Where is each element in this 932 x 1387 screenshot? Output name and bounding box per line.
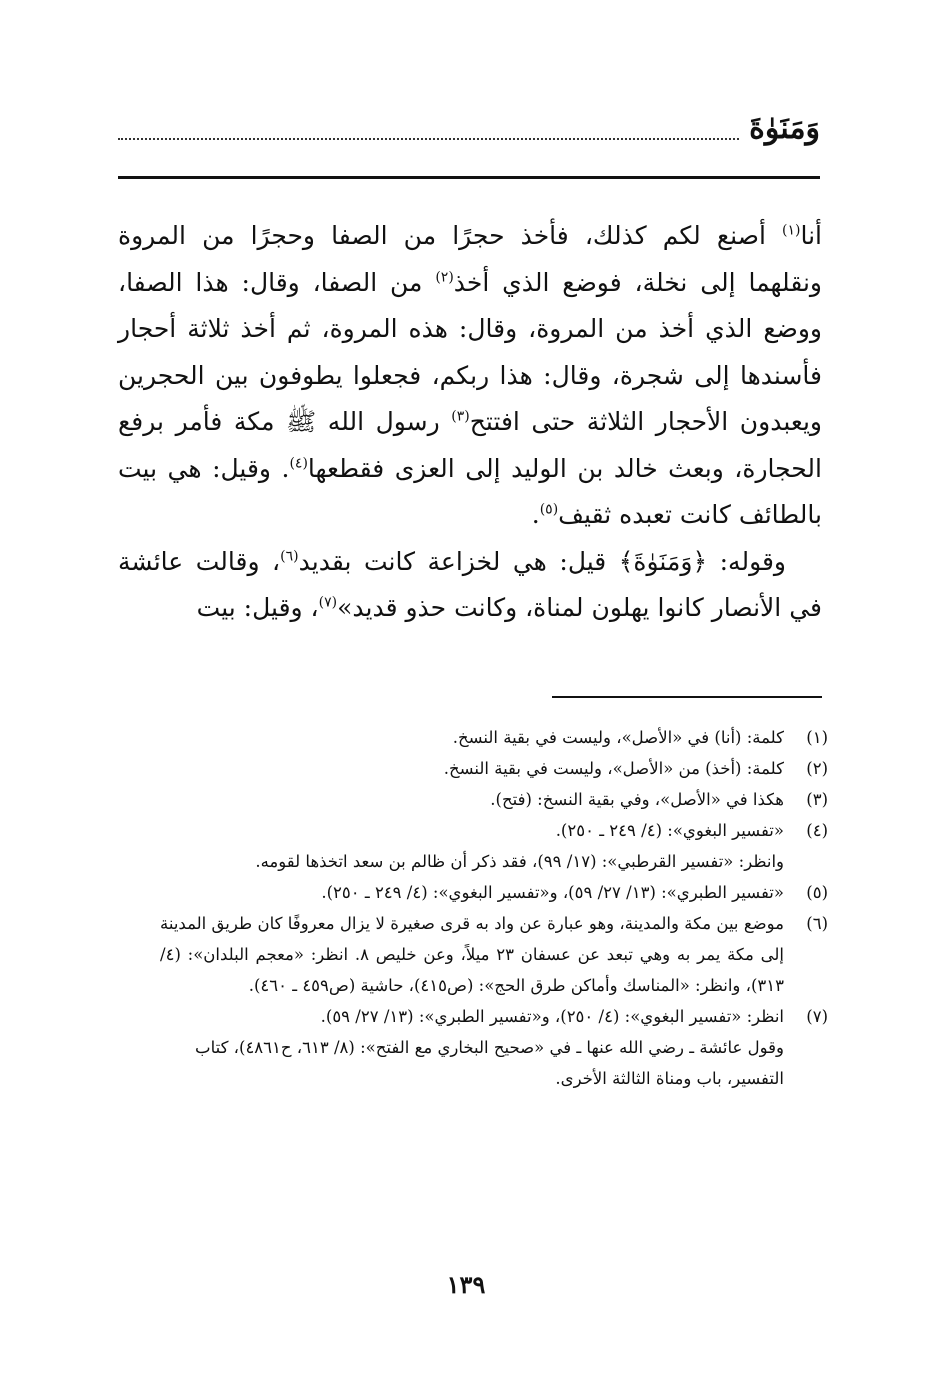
footnote-4 [160, 815, 828, 846]
footnote-6 [160, 908, 828, 1001]
footnote-7 [160, 1001, 828, 1032]
paragraph-1: أنا$^{(١)}$ أصنع لكم كذلك، فأخذ حجرًا من الصفا وحجرًا من المروة ونقلهما إلى نخلة، فوضع الذي أخذ$^{(٢)}$ من الصفا، وقال: هذا الصفا، ووضع الذي أخذ من المروة، وقال: هذه المروة، ثم أخذ ثلاثة أحجار فأسندها إلى شجرة، وقال: هذا ربكم، فجعلوا يطوفون بين الحجرين ويعبدون الأحجار الثلاثة حتى افتتح$^{(٣)}$ رسول الله ﷺ مكة فأمر برفع الحجارة، وبعث خالد بن الوليد إلى العزى فقطعها$^{(٤)}$. وقيل: هي بيت بالطائف كانت تعبده ثقيف$^{(٥)}$. [118, 221, 822, 529]
footnote-number: (٣) [806, 790, 828, 809]
footnote-text: «تفسير البغوي»: (٤/ ٢٤٩ ـ ٢٥٠). [555, 821, 784, 840]
footnote-text: كلمة: (أنا) في «الأصل»، وليست في بقية النسخ. [452, 728, 784, 747]
header-rule [118, 176, 820, 179]
footnote-4-continuation: وانظر: «تفسير القرطبي»: (١٧/ ٩٩)، فقد ذكر أن ظالم بن سعد اتخذها لقومه. [255, 852, 784, 871]
paragraph-2: وقوله: ﴿وَمَنَوٰةَ﴾ قيل: هي لخزاعة كانت بقديد$^{(٦)}$، وقالت عائشة في الأنصار كانوا يهلون لمناة، وكانت حذو قديد»$^{(٧)}$، وقيل: بيت [118, 546, 822, 622]
footnote-ref-3: (٣) [451, 408, 470, 425]
footnote-text: كلمة: (أخذ) من «الأصل»، وليست في بقية النسخ. [443, 759, 784, 778]
footnote-number: (٤) [806, 821, 828, 840]
footnote-number: (٦) [806, 914, 828, 933]
footnote-1 [160, 722, 828, 753]
footnote-text: انظر: «تفسير البغوي»: (٤/ ٢٥٠)، و«تفسير الطبري»: (١٣/ ٢٧/ ٥٩). [320, 1007, 784, 1026]
footnote-text: هكذا في «الأصل»، وفي بقية النسخ: (فتح). [490, 790, 784, 809]
footnote-2 [160, 753, 828, 784]
footnotes [160, 722, 828, 1094]
footnote-ref-2: (٢) [435, 269, 454, 286]
footnote-number: (١) [806, 728, 828, 747]
header-dotted-leader [118, 137, 739, 140]
footnote-number: (٧) [806, 1007, 828, 1026]
footnote-7-continuation: وقول عائشة ـ رضي الله عنها ـ في «صحيح البخاري مع الفتح»: (٨/ ٦١٣، ح٤٨٦١)، كتاب التفسير، باب ومناة الثالثة الأخرى. [195, 1038, 784, 1088]
footnote-separator [552, 696, 822, 698]
footnote-5 [160, 877, 828, 908]
footnote-3 [160, 784, 828, 815]
main-text [118, 213, 822, 632]
header-title: وَمَنَوٰةَ [749, 111, 820, 146]
footnote-text: موضع بين مكة والمدينة، وهو عبارة عن واد به قرى صغيرة لا يزال معروفًا كان طريق المدينة إلى مكة يمر به وهي تبعد عن عسفان ٢٣ ميلاً، وعن خليص ٨. انظر: «معجم البلدان»: (٤/ ٣١٣)، وانظر: «المناسك وأماكن طرق الحج»: (ص٤١٥)، حاشية (ص٤٥٩ ـ ٤٦٠). [160, 914, 785, 995]
running-header [118, 100, 820, 150]
footnote-ref-7: (٧) [318, 594, 338, 611]
page-number: ١٣٩ [446, 1270, 486, 1299]
footnote-ref-1: (١) [782, 222, 801, 239]
footnote-ref-4: (٤) [289, 455, 308, 472]
footnote-number: (٢) [806, 759, 828, 778]
footnote-ref-6: (٦) [280, 548, 299, 565]
footnote-ref-5: (٥) [539, 501, 559, 518]
footnote-number: (٥) [806, 883, 828, 902]
footnote-text: «تفسير الطبري»: (١٣/ ٢٧/ ٥٩)، و«تفسير البغوي»: (٤/ ٢٤٩ ـ ٢٥٠). [321, 883, 784, 902]
